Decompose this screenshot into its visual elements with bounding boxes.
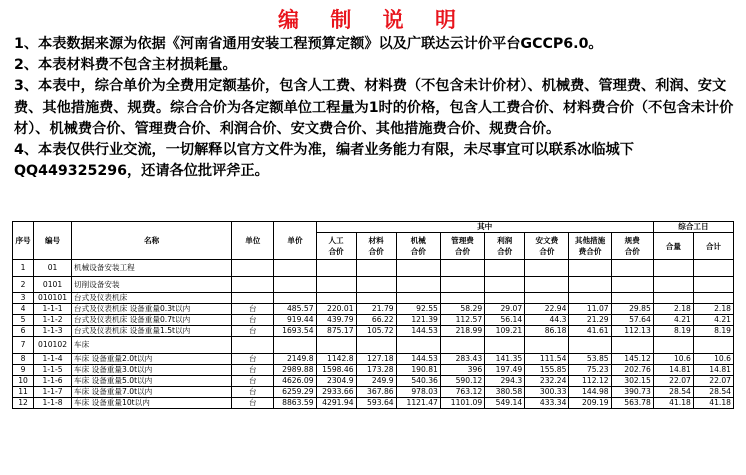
cell-seq: 8 (13, 354, 34, 365)
cell-value: 144.53 (396, 326, 440, 337)
cell-name: 车床 设备重量10t以内 (72, 398, 232, 409)
cell-value: 763.12 (440, 387, 484, 398)
cell-code: 1-1-7 (34, 387, 72, 398)
cell-hours-total: 22.07 (693, 376, 733, 387)
cell-value: 44.3 (525, 315, 569, 326)
table-row (13, 376, 734, 387)
cell-value: 549.14 (485, 398, 525, 409)
cell-value: 302.15 (611, 376, 653, 387)
cell-value (569, 260, 611, 277)
notes-block (14, 34, 736, 182)
table-row (13, 326, 734, 337)
cell-value: 121.39 (396, 315, 440, 326)
cell-value: 232.24 (525, 376, 569, 387)
cell-value: 53.85 (569, 354, 611, 365)
cell-value (356, 293, 396, 304)
cell-price (274, 293, 316, 304)
cell-value: 590.12 (440, 376, 484, 387)
header-price: 单价 (274, 222, 316, 260)
cell-value: 2304.9 (316, 376, 356, 387)
price-table-wrapper (12, 221, 734, 409)
cell-seq: 9 (13, 365, 34, 376)
cell-seq: 11 (13, 387, 34, 398)
cell-code: 1-1-6 (34, 376, 72, 387)
cell-value: 141.35 (485, 354, 525, 365)
cell-value: 1598.46 (316, 365, 356, 376)
cell-value (569, 293, 611, 304)
cell-name: 车床 设备重量7.0t以内 (72, 387, 232, 398)
header-hours-1: 合计 (693, 233, 733, 260)
cell-hours-total: 28.54 (693, 387, 733, 398)
header-code: 编号 (34, 222, 72, 260)
cell-value: 127.18 (356, 354, 396, 365)
cell-unit (232, 277, 274, 293)
cell-seq: 4 (13, 304, 34, 315)
cell-unit: 台 (232, 315, 274, 326)
cell-code: 1-1-3 (34, 326, 72, 337)
cell-price (274, 337, 316, 354)
cell-price: 6259.29 (274, 387, 316, 398)
cell-hours-total: 10.6 (693, 354, 733, 365)
cell-name: 机械设备安装工程 (72, 260, 232, 277)
cell-hours-qty: 22.07 (653, 376, 693, 387)
cell-seq: 10 (13, 376, 34, 387)
cell-value (440, 277, 484, 293)
cell-value (485, 337, 525, 354)
cell-value: 41.61 (569, 326, 611, 337)
cell-value (316, 293, 356, 304)
cell-price (274, 260, 316, 277)
cell-value: 2933.66 (316, 387, 356, 398)
cell-hours-qty: 28.54 (653, 387, 693, 398)
cell-value: 197.49 (485, 365, 525, 376)
table-row (13, 304, 734, 315)
cell-value: 155.85 (525, 365, 569, 376)
table-row (13, 354, 734, 365)
table-row (13, 337, 734, 354)
cell-unit (232, 293, 274, 304)
cell-value: 112.13 (611, 326, 653, 337)
cell-value: 21.29 (569, 315, 611, 326)
cell-value (396, 277, 440, 293)
table-row (13, 398, 734, 409)
cell-hours-qty: 2.18 (653, 304, 693, 315)
cell-price: 4626.09 (274, 376, 316, 387)
cell-code: 010101 (34, 293, 72, 304)
cell-value: 86.18 (525, 326, 569, 337)
cell-value: 29.07 (485, 304, 525, 315)
cell-hours-qty: 4.21 (653, 315, 693, 326)
cell-value (316, 260, 356, 277)
cell-value: 563.78 (611, 398, 653, 409)
header-sub-6: 其他措施 费合价 (569, 233, 611, 260)
table-row (13, 315, 734, 326)
cell-unit: 台 (232, 304, 274, 315)
cell-value: 21.79 (356, 304, 396, 315)
cell-value (485, 293, 525, 304)
cell-price: 1693.54 (274, 326, 316, 337)
cell-hours-total: 8.19 (693, 326, 733, 337)
cell-hours-qty (653, 293, 693, 304)
cell-hours-qty (653, 337, 693, 354)
cell-unit: 台 (232, 376, 274, 387)
cell-seq: 2 (13, 277, 34, 293)
cell-name: 台式及仪表机床 设备重量0.3t以内 (72, 304, 232, 315)
cell-code: 1-1-8 (34, 398, 72, 409)
cell-value (569, 277, 611, 293)
header-seq: 序号 (13, 222, 34, 260)
cell-value: 209.19 (569, 398, 611, 409)
cell-seq: 3 (13, 293, 34, 304)
cell-value: 1121.47 (396, 398, 440, 409)
table-row (13, 387, 734, 398)
cell-value: 396 (440, 365, 484, 376)
cell-seq: 12 (13, 398, 34, 409)
cell-unit (232, 260, 274, 277)
cell-value (316, 277, 356, 293)
cell-value: 145.12 (611, 354, 653, 365)
cell-value: 220.01 (316, 304, 356, 315)
cell-value (525, 337, 569, 354)
table-row (13, 365, 734, 376)
cell-price: 8863.59 (274, 398, 316, 409)
cell-hours-qty (653, 260, 693, 277)
cell-name: 车床 设备重量5.0t以内 (72, 376, 232, 387)
header-name: 名称 (72, 222, 232, 260)
cell-seq: 7 (13, 337, 34, 354)
cell-value: 109.21 (485, 326, 525, 337)
cell-price: 2989.88 (274, 365, 316, 376)
cell-hours-total (693, 260, 733, 277)
cell-name: 车床 设备重量2.0t以内 (72, 354, 232, 365)
cell-value (440, 293, 484, 304)
header-sub-0: 人工 合价 (316, 233, 356, 260)
cell-value: 390.73 (611, 387, 653, 398)
header-sub-4: 利润 合价 (485, 233, 525, 260)
cell-value: 978.03 (396, 387, 440, 398)
cell-value: 1142.8 (316, 354, 356, 365)
header-hours-0: 合量 (653, 233, 693, 260)
cell-value (485, 277, 525, 293)
cell-unit (232, 337, 274, 354)
cell-code: 01 (34, 260, 72, 277)
cell-value: 92.55 (396, 304, 440, 315)
header-group-total: 其中 (316, 222, 653, 233)
cell-hours-qty: 14.81 (653, 365, 693, 376)
cell-value (356, 260, 396, 277)
header-sub-5: 安文费 合价 (525, 233, 569, 260)
cell-value: 593.64 (356, 398, 396, 409)
note-4: 4、本表仅供行业交流，一切解释以官方文件为准，编者业务能力有限，未尽事宜可以联系冰临城下QQ449325296，还请各位批评斧正。 (14, 142, 634, 180)
cell-seq: 1 (13, 260, 34, 277)
cell-value (356, 277, 396, 293)
cell-value: 190.81 (396, 365, 440, 376)
header-sub-7: 规费 合价 (611, 233, 653, 260)
cell-value: 439.79 (316, 315, 356, 326)
cell-value: 875.17 (316, 326, 356, 337)
header-unit: 单位 (232, 222, 274, 260)
cell-hours-total: 4.21 (693, 315, 733, 326)
cell-value (356, 337, 396, 354)
cell-value: 22.94 (525, 304, 569, 315)
header-sub-3: 管理费 合价 (440, 233, 484, 260)
cell-value (611, 337, 653, 354)
cell-hours-qty (653, 277, 693, 293)
table-row (13, 277, 734, 293)
cell-value (525, 293, 569, 304)
cell-value (485, 260, 525, 277)
cell-unit: 台 (232, 365, 274, 376)
cell-value: 144.53 (396, 354, 440, 365)
table-row (13, 293, 734, 304)
cell-value: 294.3 (485, 376, 525, 387)
cell-value: 173.28 (356, 365, 396, 376)
note-1: 1、本表数据来源为依据《河南省通用安装工程预算定额》以及广联达云计价平台GCCP6.0。 (14, 36, 603, 52)
cell-name: 台式及仪表机床 (72, 293, 232, 304)
cell-hours-qty: 8.19 (653, 326, 693, 337)
note-2: 2、本表材料费不包含主材损耗量。 (14, 57, 237, 74)
cell-hours-total: 14.81 (693, 365, 733, 376)
cell-price (274, 277, 316, 293)
cell-name: 车床 设备重量3.0t以内 (72, 365, 232, 376)
header-group-hours: 综合工日 (653, 222, 733, 233)
cell-value: 144.98 (569, 387, 611, 398)
cell-code: 1-1-2 (34, 315, 72, 326)
cell-code: 010102 (34, 337, 72, 354)
table-row (13, 260, 734, 277)
cell-value (396, 293, 440, 304)
cell-value (396, 337, 440, 354)
cell-name: 台式及仪表机床 设备重量0.7t以内 (72, 315, 232, 326)
cell-value: 66.22 (356, 315, 396, 326)
cell-hours-qty: 10.6 (653, 354, 693, 365)
cell-value: 57.64 (611, 315, 653, 326)
cell-value: 1101.09 (440, 398, 484, 409)
page-title: 编 制 说 明 (278, 8, 468, 32)
cell-seq: 5 (13, 315, 34, 326)
cell-value (396, 260, 440, 277)
table-body (13, 260, 734, 409)
cell-value: 75.23 (569, 365, 611, 376)
cell-value: 105.72 (356, 326, 396, 337)
cell-value: 380.58 (485, 387, 525, 398)
note-3: 3、本表中，综合单价为全费用定额基价，包含人工费、材料费（不包含未计价材）、机械费、管理费、利润、安文费、其他措施费、规费。综合合价为各定额单位工程量为1时的价格，包含人工费合价、材料费合价（不包含未计价材）、机械费合价、管理费合价、利润合价、安文费合价、其他措施费合价、规费合价。 (14, 78, 734, 137)
cell-value: 202.76 (611, 365, 653, 376)
cell-hours-total: 2.18 (693, 304, 733, 315)
cell-price: 2149.8 (274, 354, 316, 365)
cell-name: 车床 (72, 337, 232, 354)
cell-code: 1-1-5 (34, 365, 72, 376)
header-sub-1: 材料 合价 (356, 233, 396, 260)
cell-value: 4291.94 (316, 398, 356, 409)
cell-value (525, 277, 569, 293)
cell-value: 218.99 (440, 326, 484, 337)
cell-value (611, 277, 653, 293)
cell-value: 111.54 (525, 354, 569, 365)
cell-seq: 6 (13, 326, 34, 337)
cell-value (611, 260, 653, 277)
cell-value (316, 337, 356, 354)
cell-unit: 台 (232, 398, 274, 409)
cell-value: 249.9 (356, 376, 396, 387)
cell-value (569, 337, 611, 354)
cell-name: 台式及仪表机床 设备重量1.5t以内 (72, 326, 232, 337)
cell-value: 11.07 (569, 304, 611, 315)
cell-value (525, 260, 569, 277)
cell-hours-total: 41.18 (693, 398, 733, 409)
price-table (12, 221, 734, 409)
cell-value (440, 337, 484, 354)
cell-price: 919.44 (274, 315, 316, 326)
cell-value: 300.33 (525, 387, 569, 398)
cell-unit: 台 (232, 387, 274, 398)
cell-name: 切削设备安装 (72, 277, 232, 293)
cell-value (440, 260, 484, 277)
cell-hours-total (693, 277, 733, 293)
cell-code: 1-1-1 (34, 304, 72, 315)
cell-value: 56.14 (485, 315, 525, 326)
cell-value: 367.86 (356, 387, 396, 398)
cell-value (611, 293, 653, 304)
cell-value: 112.12 (569, 376, 611, 387)
cell-unit: 台 (232, 326, 274, 337)
cell-price: 485.57 (274, 304, 316, 315)
header-sub-2: 机械 合价 (396, 233, 440, 260)
cell-value: 283.43 (440, 354, 484, 365)
cell-value: 433.34 (525, 398, 569, 409)
cell-code: 0101 (34, 277, 72, 293)
cell-hours-total (693, 293, 733, 304)
cell-value: 112.57 (440, 315, 484, 326)
cell-value: 29.85 (611, 304, 653, 315)
cell-value: 58.29 (440, 304, 484, 315)
cell-code: 1-1-4 (34, 354, 72, 365)
cell-hours-total (693, 337, 733, 354)
cell-hours-qty: 41.18 (653, 398, 693, 409)
cell-value: 540.36 (396, 376, 440, 387)
cell-unit: 台 (232, 354, 274, 365)
